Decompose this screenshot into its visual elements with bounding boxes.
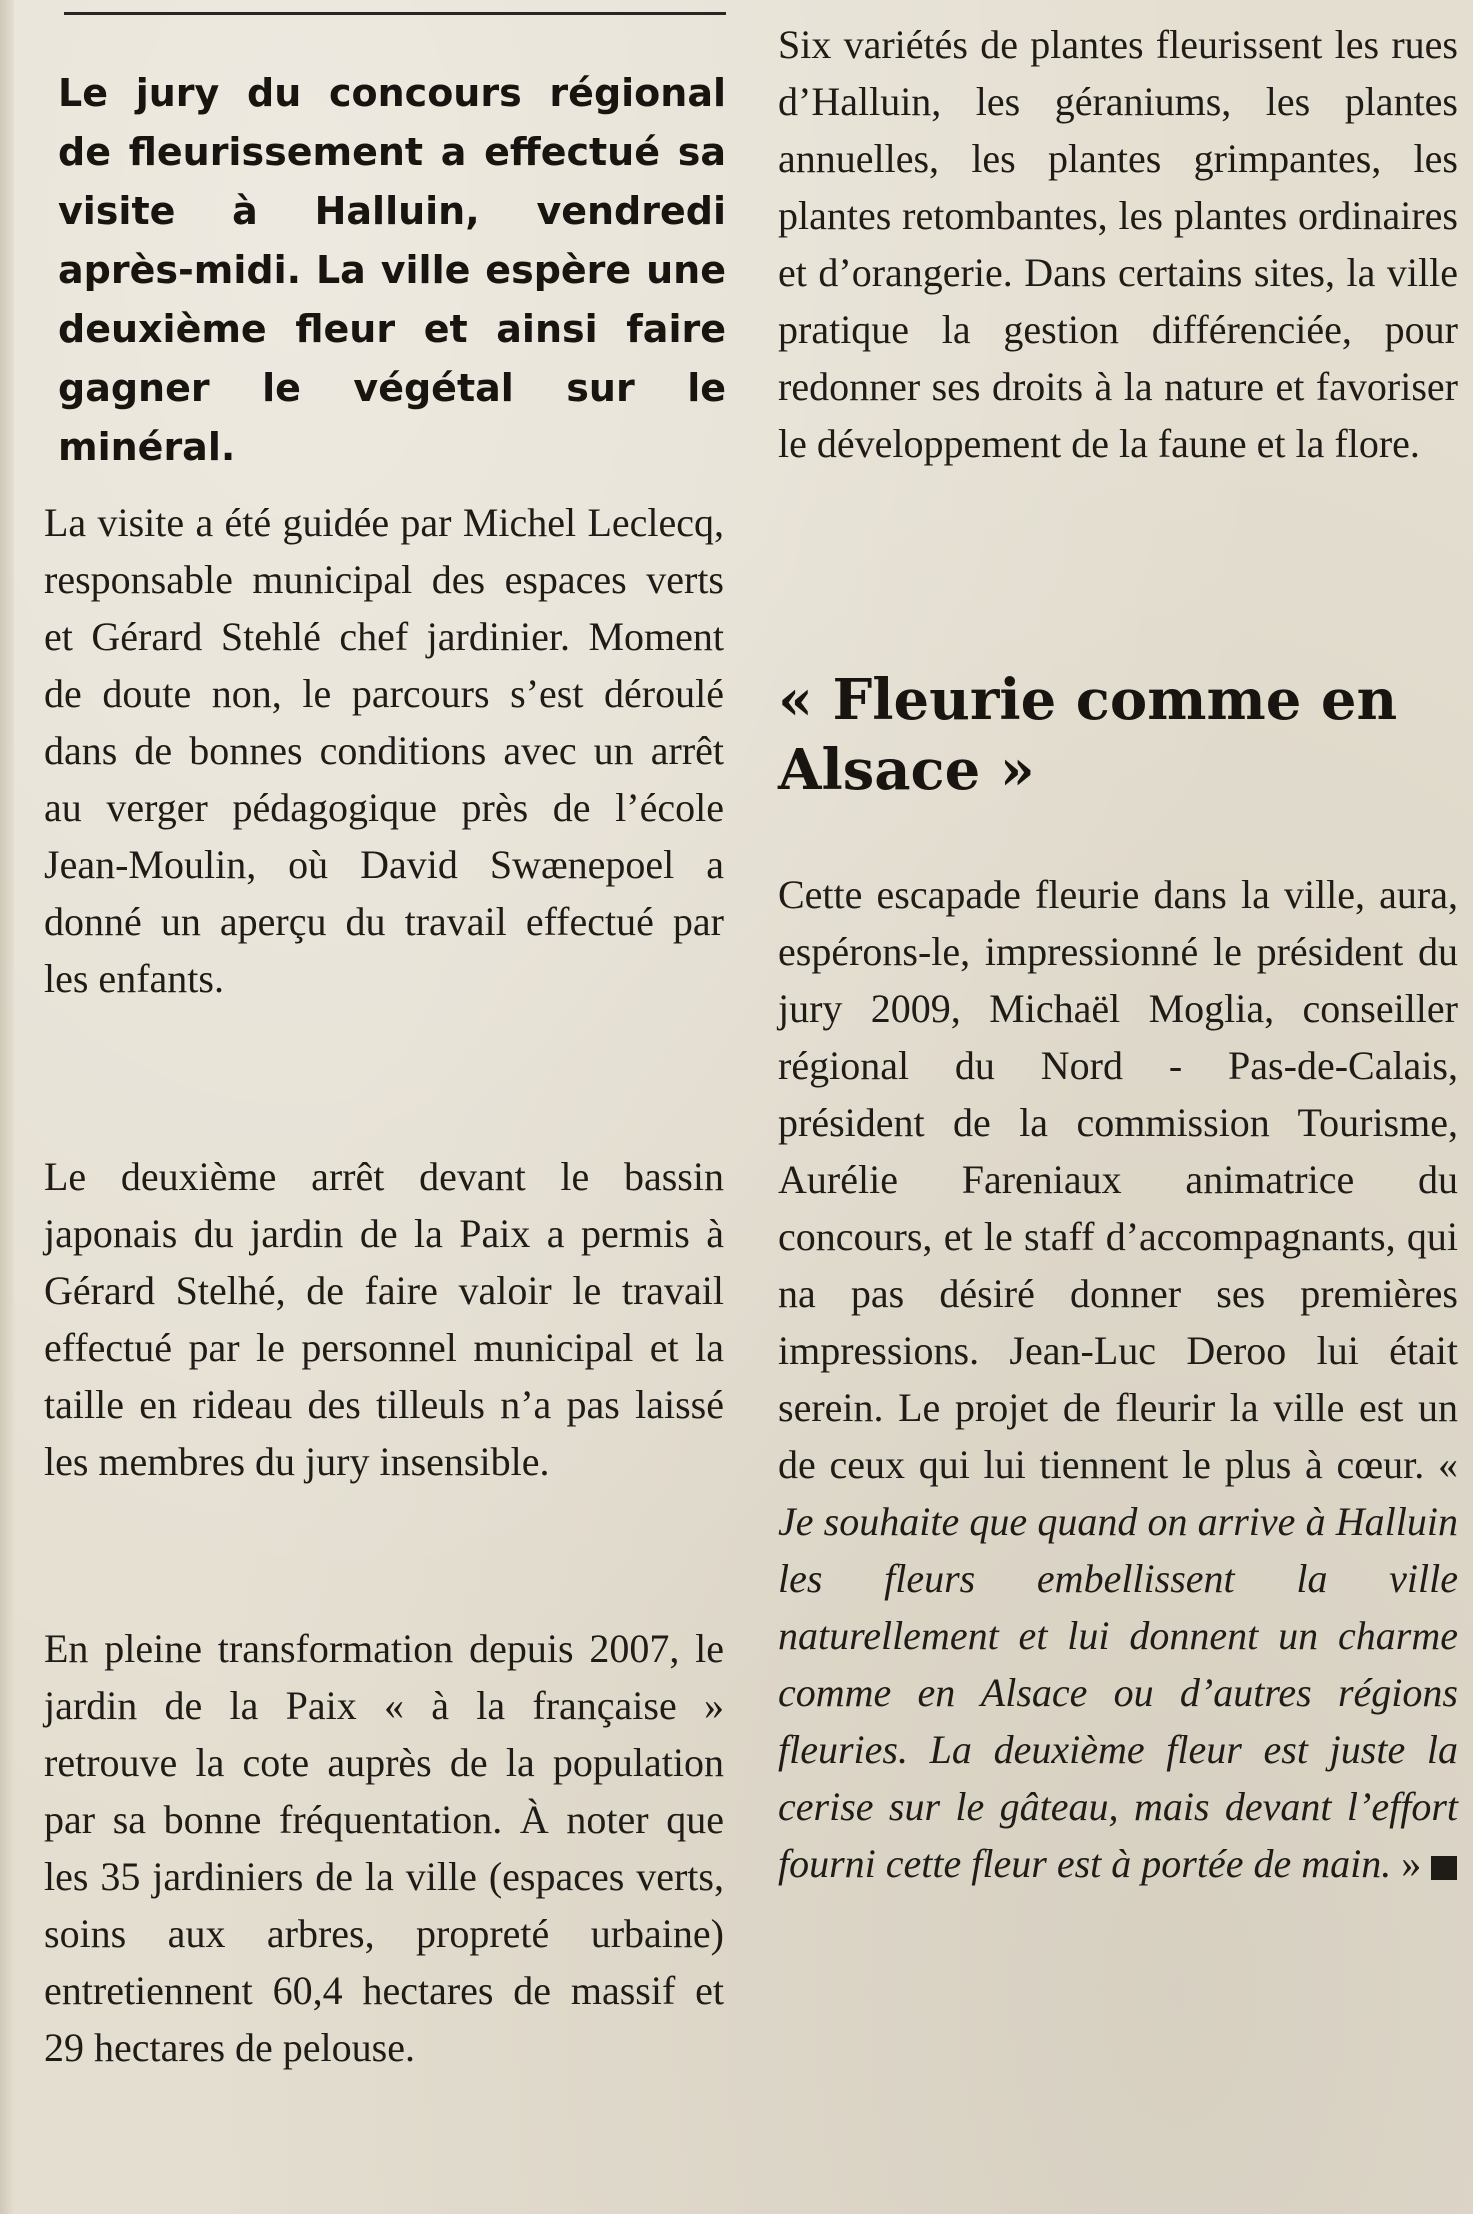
body-paragraph-3: En pleine transformation depuis 2007, le jardin de la Paix « à la française » retrouve la cote auprès de la population par sa bonne fréquentation. À noter que les 35 jardiniers de la ville (espaces verts, soins aux arbres, propreté urbaine) entretiennent 60,4 hectares de massif et 29 hectares de pelouse. [44, 1626, 724, 2070]
body-paragraph-4: Six variétés de plantes fleurissent les rues d’Halluin, les géraniums, les plantes annuelles, les plantes grimpantes, les plantes retombantes, les plantes ordinaires et d’orangerie. Dans certains sites, la ville pratique la gestion différenciée, pour redonner ses droits à la nature et favoriser le développement de la faune et la flore. [778, 22, 1458, 466]
body-paragraph-2: Le deuxième arrêt devant le bassin japonais du jardin de la Paix a permis à Gérard Stelhé, de faire valoir le travail effectué par le personnel municipal et la taille en rideau des tilleuls n’a pas laissé les membres du jury insensible. [44, 1154, 724, 1484]
lead-paragraph: Le jury du concours régional de fleurissement a effectué sa visite à Halluin, vendredi après-midi. La ville espère une deuxième fleur et ainsi faire gagner le végétal sur le minéral. [58, 71, 726, 469]
page-edge-shadow [0, 0, 14, 2214]
closing-quote: » [1391, 1841, 1422, 1886]
paragraph-text: Cette escapade fleurie dans la ville, aura, espérons-le, impressionné le président du jury 2009, Michaël Moglia, conseiller régional du Nord - Pas-de-Calais, président de la commission Tourisme, Aurélie Fareniaux animatrice du concours, et le staff d’accompagnants, qui na pas désiré donner ses premières impressions. Jean-Luc Deroo lui était serein. Le projet de fleurir la ville est un de ceux qui lui tiennent le plus à cœur. « [778, 872, 1458, 1487]
top-rule [64, 12, 726, 15]
quoted-statement: Je souhaite que quand on arrive à Halluin les fleurs embellissent la ville naturellement et lui donnent un charme comme en Alsace ou d’autres régions fleuries. La deuxième fleur est juste la cerise sur le gâteau, mais devant l’effort fourni cette fleur est à portée de main. [778, 1499, 1458, 1886]
section-subheading: « Fleurie comme en Alsace » [778, 667, 1398, 803]
end-of-article-mark [1431, 1856, 1457, 1880]
body-paragraph-5 [778, 866, 1458, 1892]
body-paragraph-1: La visite a été guidée par Michel Leclecq, responsable municipal des espaces verts et Gérard Stehlé chef jardinier. Moment de doute non, le parcours s’est déroulé dans de bonnes conditions avec un arrêt au verger pédagogique près de l’école Jean-Moulin, où David Swænepoel a donné un aperçu du travail effectué par les enfants. [44, 500, 724, 1001]
